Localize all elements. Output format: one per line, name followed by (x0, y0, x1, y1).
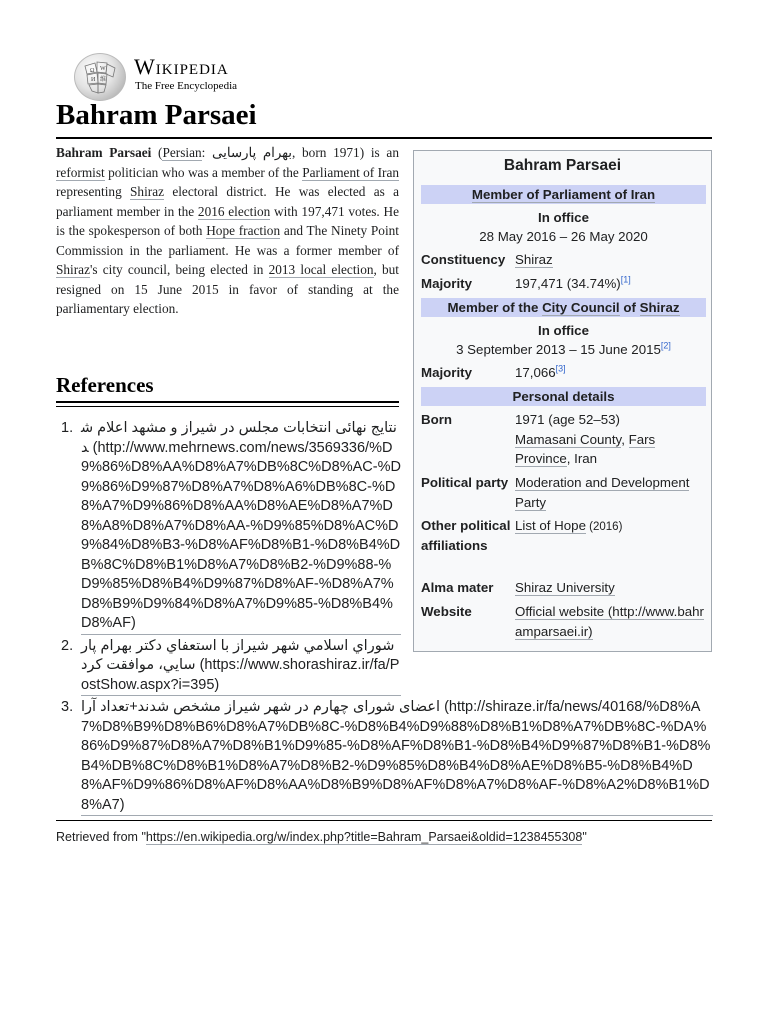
infobox-header-council (421, 298, 706, 317)
puzzle-globe-icon (75, 54, 125, 100)
born-country: , Iran (566, 451, 598, 466)
reference-item (56, 637, 716, 697)
lead-text: ( (151, 145, 163, 160)
local-election-2013-link[interactable]: 2013 local election (268, 262, 374, 277)
majority-number: 197,471 (34.74%) (515, 276, 621, 291)
parliament-of-iran-link[interactable]: Parliament of Iran (302, 164, 400, 180)
citation-1-link[interactable]: [1] (620, 274, 631, 285)
website-label: Website (421, 604, 472, 619)
reference-number: 1. (61, 420, 74, 436)
reference-number: 2. (61, 637, 74, 654)
council-header-text: Member of the (447, 300, 543, 315)
majority-value (515, 274, 707, 294)
shiraz-link-2[interactable]: Shiraz (56, 262, 90, 277)
official-website-link[interactable]: Official website (http://www.bahramparsaei.ir) (515, 604, 704, 639)
infobox-title: Bahram Parsaei (503, 157, 622, 174)
list-of-hope-link[interactable]: List of Hope (515, 518, 586, 533)
citation-3-link[interactable]: [3] (555, 363, 566, 374)
references-heading: References (56, 373, 154, 397)
lead-text: , but resigned on 15 June 2015 in favor of standing at the parliamentary election. (56, 262, 400, 316)
svg-text:维: 维 (100, 77, 107, 83)
parliament-term-dates: 28 May 2016 – 26 May 2020 (479, 229, 648, 244)
lead-subject-name: Bahram Parsaei (56, 145, 152, 160)
page-title: Bahram Parsaei (56, 99, 257, 131)
mamasani-county-link[interactable]: Mamasani County (515, 431, 622, 447)
in-office-label: In office (538, 210, 589, 225)
reference-item (56, 419, 716, 635)
infobox-header-parliament (421, 185, 706, 204)
born-label: Born (421, 412, 453, 427)
constituency-label: Constituency (421, 252, 506, 267)
persian-link[interactable]: Persian (162, 145, 202, 160)
constituency-link[interactable]: Shiraz (515, 252, 553, 267)
svg-text:Ω: Ω (90, 68, 95, 74)
wikipedia-globe-logo[interactable] (74, 53, 126, 101)
retrieved-url-link[interactable]: https://en.wikipedia.org/w/index.php?title=Bahram_Parsaei&oldid=1238455308 (145, 830, 583, 844)
city-council-link[interactable]: City Council (542, 300, 620, 315)
reference-number: 3. (61, 699, 74, 715)
lead-paragraph (56, 143, 399, 319)
wikipedia-tagline: The Free Encyclopedia (135, 80, 238, 92)
svg-text:И: И (91, 77, 96, 83)
hope-fraction-link[interactable]: Hope fraction (206, 223, 281, 238)
citation-2-link[interactable]: [2] (660, 340, 671, 351)
election-2016-link[interactable]: 2016 election (197, 203, 271, 219)
reference-link-1[interactable]: نتایج نهائی انتخابات مجلس در شیراز و مشهد اعلام شد (http://www.mehrnews.com/news/3569336/%D9%86%D8%AA%D8%A7%DB%8C%D8%AC-%D9%86%D9%87%D8%A7%D8%A6%DB%8C-%D8%A7%D9%86%D8%AA%D8%AE%D8%A7%D8%A8%D8%A7%D8%AA-%D9%85%D8%AC%D9%84%D8%B3-%D8%AF%D8%B1-%D8%B4%DB%8C%D8%B1%D8%A7%D8%B2-%D9%88-%D9%85%D8%B4%D9%87%D8%AF-%D8%A7%D8%B9%D9%84%D8%A7%D9%85-%D8%B4%D8%AF) (81, 419, 401, 635)
lead-text: representing (56, 184, 131, 199)
wikipedia-wordmark[interactable]: Wikipedia (134, 54, 229, 79)
council-majority-number: 17,066 (515, 365, 556, 380)
lead-text: with 197,471 votes. He is the spokesperson of both (56, 203, 399, 238)
reference-link-3[interactable]: اعضای شورای چهارم در شهر شیراز مشخص شدند+تعداد آرا (http://shiraze.ir/fa/news/40168/%D8%A7%D8%B9%D8%B6%D8%A7%DB%8C-%D8%B4%D9%88%D8%B1%D8%A7%DB%8C-%DA%86%D9%87%D8%A7%D8%B1%D9%85-%D8%AF%D8%B1-%D8%B4%D9%87%D8%B1-%D8%B4%DB%8C%D8%B1%D8%A7%D8%B2-%D9%85%D8%B4%D8%AE%D8%B5-%D8%B4%D8%AF%D9%86%D8%AF%D8%AA%D8%B9%D8%AF%D8%A7%D8%AF-%D8%A2%D8%B1%D8%A7) (81, 698, 713, 816)
parliament-header-link[interactable]: Member of Parliament of Iran (471, 187, 656, 202)
lead-text: and The Ninety Point Commission in the parliament. He was a former member of (56, 223, 399, 258)
lead-text: 's city council, being elected in (89, 262, 269, 277)
retrieved-suffix: " (582, 830, 587, 844)
political-party-label: Political party (421, 475, 509, 490)
party-link[interactable]: Moderation and Development Party (515, 475, 690, 510)
council-term-dates (421, 340, 706, 359)
born-separator: , (621, 431, 629, 447)
born-date: 1971 (age 52–53) (515, 412, 620, 427)
lead-text: : بهرام پارسایی, born 1971) is an (201, 145, 399, 160)
fars-province-link[interactable]: Fars Province (515, 431, 656, 466)
majority-label: Majority (421, 276, 472, 291)
council-header-text: of (619, 300, 640, 315)
references-divider-thin (56, 406, 399, 407)
lead-text: politician who was a member of the (104, 164, 303, 180)
in-office-label-2: In office (538, 323, 589, 338)
svg-text:W: W (100, 66, 106, 72)
references-divider (56, 401, 399, 403)
references-list (56, 419, 716, 816)
other-affiliations-label: Other political affiliations (421, 518, 511, 553)
council-dates-text: 3 September 2013 – 15 June 2015 (456, 342, 661, 357)
council-shiraz-link[interactable]: Shiraz (639, 300, 680, 315)
title-divider (56, 137, 712, 139)
retrieved-from-notice (56, 829, 712, 845)
shiraz-university-link[interactable]: Shiraz University (515, 580, 615, 595)
lead-text: electoral district. He was elected as a parliament member in the (56, 184, 399, 219)
retrieved-prefix: Retrieved from " (56, 830, 146, 844)
constituency-value (515, 250, 707, 270)
shiraz-link[interactable]: Shiraz (130, 184, 165, 199)
reference-item (56, 698, 716, 816)
alma-mater-label: Alma mater (421, 580, 494, 595)
reformist-link[interactable]: reformist (56, 164, 105, 180)
affiliation-year: (2016) (585, 521, 623, 533)
footer-divider (56, 820, 712, 821)
council-majority-label: Majority (421, 365, 472, 380)
infobox-header-personal: Personal details (421, 387, 706, 406)
reference-link-2[interactable]: شوراي اسلامي شهر شيراز با استعفاي دكتر بهرام پارسايي، موافقت كرد (https://www.shorashiraz.ir/fa/PostShow.aspx?i=395) (81, 637, 401, 697)
council-majority-value (515, 363, 707, 383)
